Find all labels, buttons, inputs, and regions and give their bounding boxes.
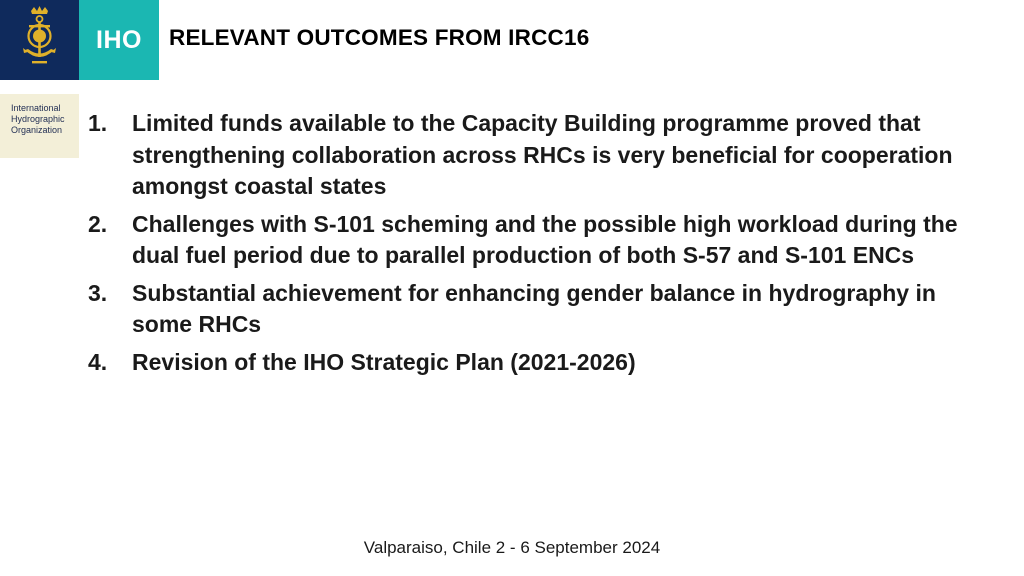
iho-anchor-emblem-icon [0,0,79,80]
list-item-number: 4. [88,348,108,375]
list-item [88,209,968,272]
list-item-text: Revision of the IHO Strategic Plan (2021-2026) [132,348,636,375]
emblem-panel [0,0,79,80]
organization-name-line: International [11,103,61,113]
list-item-number: 3. [88,279,108,306]
slide-title: RELEVANT OUTCOMES FROM IRCC16 [169,25,590,50]
list-item-number: 2. [88,210,108,237]
list-item [88,347,968,379]
list-item-number: 1. [88,110,108,136]
organization-name-line: Organization [11,125,63,135]
list-item-text: Substantial achievement for enhancing gender balance in hydrography in some RHCs [132,279,936,337]
slide-footer: Valparaiso, Chile 2 - 6 September 2024 [363,538,661,557]
list-item-text: Limited funds available to the Capacity Building programme proved that strengthening collaboration across RHCs is very beneficial for cooperation amongst coastal states [132,110,953,199]
iho-acronym-logo: IHO [79,0,159,80]
list-item [88,278,968,341]
organization-name-box [0,94,79,158]
list-item-text: Challenges with S-101 scheming and the possible high workload during the dual fuel period due to parallel production of both S-57 and S-101 ENCs [132,210,958,268]
list-item [88,108,968,203]
outcomes-list [88,108,968,384]
organization-name-line: Hydrographic [11,114,65,124]
